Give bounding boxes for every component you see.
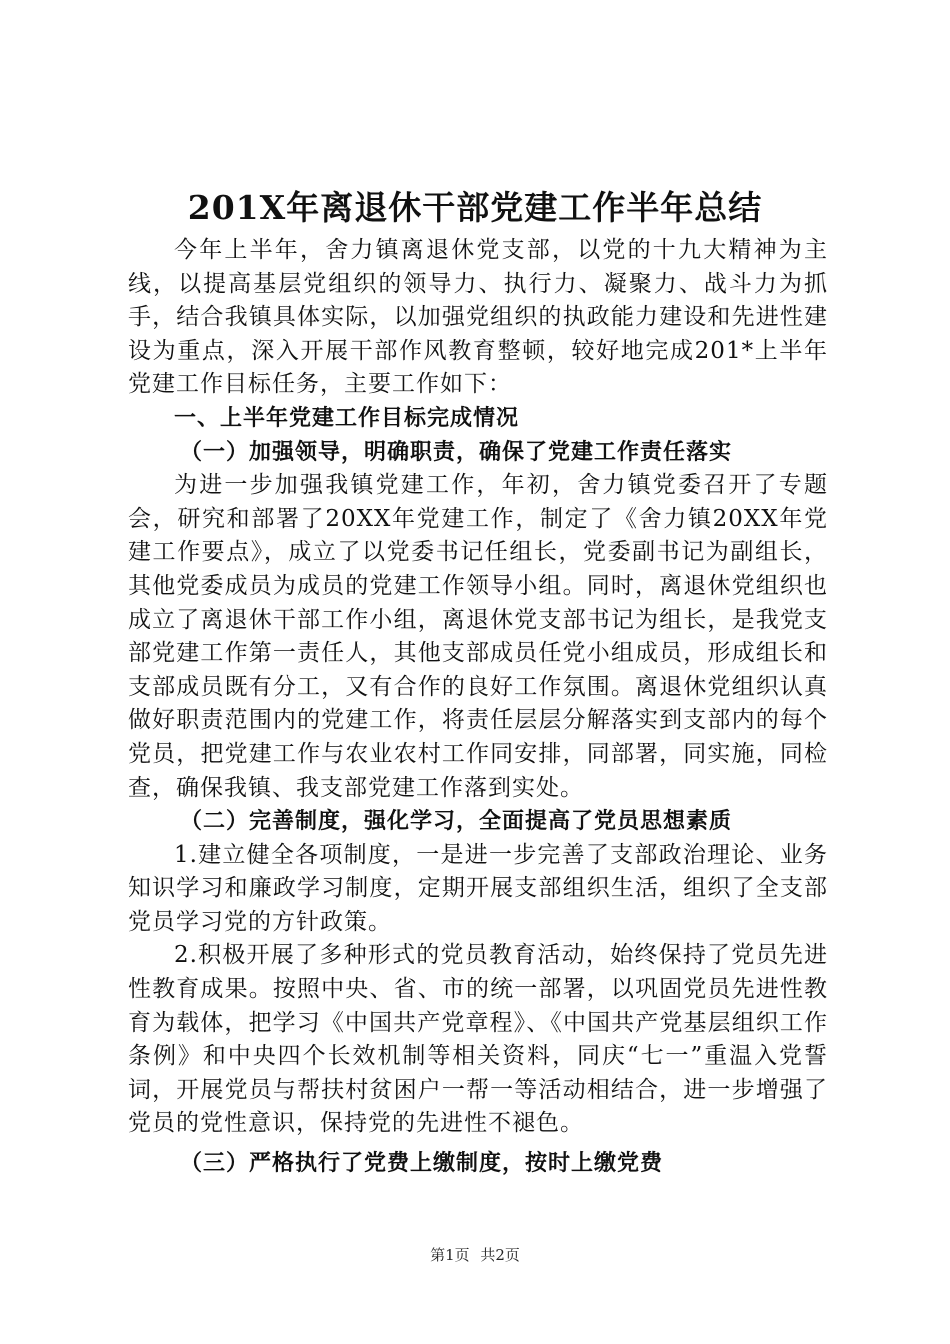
subsection-heading-2: （二）完善制度，强化学习，全面提高了党员思想素质 [180, 809, 733, 835]
page-number: 第1页 [430, 1246, 470, 1264]
subsection-heading-1: （一）加强领导，明确职责，确保了党建工作责任落实 [180, 439, 733, 465]
intro-paragraph: 今年上半年，舍力镇离退休党支部，以党的十九大精神为主线，以提高基层党组织的领导力、执行力、凝聚力、战斗力为抓手，结合我镇具体实际，以加强党组织的执政能力建设和先进性建设为重点，深入开展干部作风教育整顿，较好地完成201*上半年党建工作目标任务，主要工作如下： [128, 237, 828, 398]
document-body [128, 234, 828, 1181]
page-footer [0, 1244, 950, 1266]
body-paragraph: 2.积极开展了多种形式的党员教育活动，始终保持了党员先进性教育成果。按照中央、省、市的统一部署，以巩固党员先进性教育为载体，把学习《中国共产党章程》、《中国共产党基层组织工作条例》和中央四个长效机制等相关资料，同庆“七一”重温入党誓词，开展党员与帮扶村贫困户一帮一等活动相结合，进一步增强了党员的党性意识，保持党的先进性不褪色。 [128, 942, 828, 1137]
section-heading-1: 一、上半年党建工作目标完成情况 [174, 405, 520, 431]
page-total: 共2页 [480, 1246, 520, 1264]
body-paragraph: 1.建立健全各项制度，一是进一步完善了支部政治理论、业务知识学习和廉政学习制度，定期开展支部组织生活，组织了全支部党员学习党的方针政策。 [128, 841, 828, 935]
subsection-heading-3: （三）严格执行了党费上缴制度，按时上缴党费 [180, 1151, 664, 1177]
body-paragraph: 为进一步加强我镇党建工作，年初，舍力镇党委召开了专题会，研究和部署了20XX年党建工作，制定了《舍力镇20XX年党建工作要点》，成立了以党委书记任组长，党委副书记为副组长，其他党委成员为成员的党建工作领导小组。同时，离退休党组织也成立了离退休干部工作小组，离退休党支部书记为组长，是我党支部党建工作第一责任人，其他支部成员任党小组成员，形成组长和支部成员既有分工，又有合作的良好工作氛围。离退休党组织认真做好职责范围内的党建工作，将责任层层分解落实到支部内的每个党员，把党建工作与农业农村工作同安排，同部署，同实施，同检查，确保我镇、我支部党建工作落到实处。 [128, 472, 828, 801]
document-title: 201X年离退休干部党建工作半年总结 [187, 188, 763, 227]
